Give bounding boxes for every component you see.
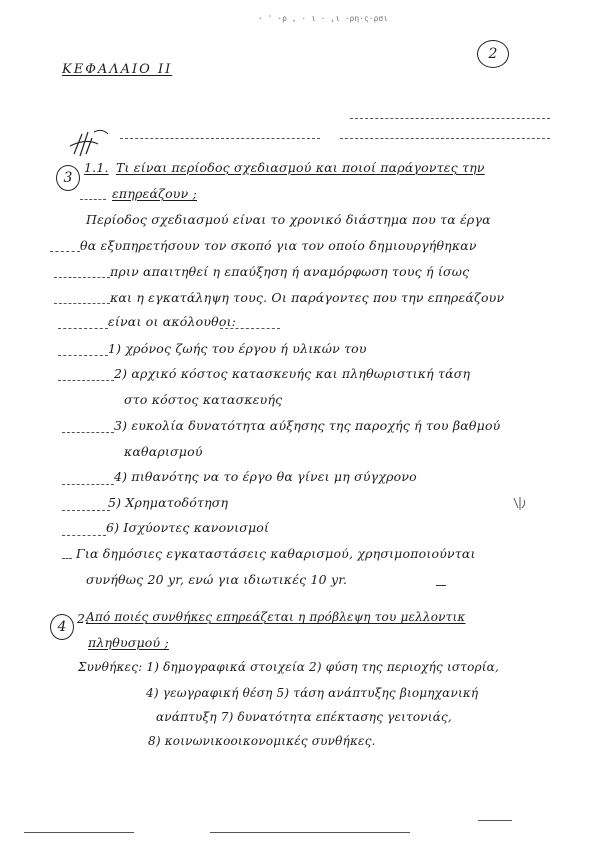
answer-2-line: ανάπτυξη 7) δυνατότητα επέκτασης γειτονιάς, xyxy=(156,710,452,724)
page-number-text: 2 xyxy=(488,46,498,62)
answer-2-line: Συνθήκες: 1) δημογραφικά στοιχεία 2) φύση της περιοχής ιστορία, xyxy=(78,660,499,674)
answer-1-line: Περίοδος σχεδιασμού είναι το χρονικό διάστημα που τα έργα xyxy=(86,212,491,227)
question-1-marker-text: 3 xyxy=(63,170,73,186)
dotted-line xyxy=(80,199,106,200)
question-2-marker xyxy=(50,614,74,640)
dotted-line xyxy=(62,484,114,485)
closing-line: συνήθως 20 yr, ενώ για ιδιωτικές 10 yr. xyxy=(86,572,348,587)
bottom-rule xyxy=(24,832,134,833)
dotted-line xyxy=(58,355,108,356)
question-1-line-1: Τι είναι περίοδος σχεδιασμού και ποιοί παράγοντες την xyxy=(116,160,485,175)
question-2-line-1: Από ποιές συνθήκες επηρεάζεται η πρόβλεψη του μελλοντικ xyxy=(86,610,466,624)
dotted-line xyxy=(120,138,320,139)
answer-1-line: είναι οι ακόλουθοι: xyxy=(108,314,237,329)
dotted-line xyxy=(350,118,550,119)
question-1-number: 1.1. xyxy=(84,160,109,175)
dash-mark xyxy=(436,585,446,586)
dotted-line xyxy=(58,328,108,329)
answer-2-line: 4) γεωγραφική θέση 5) τάση ανάπτυξης βιομηχανική xyxy=(146,686,479,700)
dotted-line xyxy=(62,558,72,559)
factor-item: 2) αρχικό κόστος κατασκευής και πληθωριστική τάση xyxy=(114,366,471,381)
question-2-marker-text: 4 xyxy=(57,619,67,635)
closing-line: Για δημόσιες εγκαταστάσεις καθαρισμού, χρησιμοποιούνται xyxy=(76,546,476,561)
dotted-line xyxy=(62,535,106,536)
question-1-line-2: επηρεάζουν ; xyxy=(112,186,197,201)
scribble-mark xyxy=(68,124,113,164)
question-2-line-2: πληθυσμού ; xyxy=(88,635,169,650)
factor-item: στο κόστος κατασκευής xyxy=(124,392,283,407)
header-noise: · ' ·ρ , · ι · ,ι ·ρη·ς·ρσι xyxy=(258,14,389,23)
factor-item: καθαρισμού xyxy=(124,444,203,459)
dotted-line xyxy=(50,251,80,252)
factor-item: 1) χρόνος ζωής του έργου ή υλικών του xyxy=(108,341,367,356)
answer-1-line: θα εξυπηρετήσουν τον σκοπό για τον οποίο δημιουργήθηκαν xyxy=(80,238,477,253)
answer-1-line: πριν απαιτηθεί η επαύξηση ή αναμόρφωση τους ή ίσως xyxy=(110,264,470,279)
dotted-line xyxy=(220,328,280,329)
answer-1-line: και η εγκατάληψη τους. Οι παράγοντες που την επηρεάζουν xyxy=(110,290,505,305)
chapter-title: ΚΕΦΑΛΑΙΟ ΙΙ xyxy=(62,62,173,77)
bottom-rule xyxy=(210,832,410,833)
question-1-marker xyxy=(56,165,80,191)
dotted-line xyxy=(54,303,110,304)
page-number xyxy=(477,40,509,68)
dotted-line xyxy=(54,277,110,278)
factor-item: 5) Χρηματοδότηση xyxy=(108,495,229,510)
answer-2-line: 8) κοινωνικοοικονομικές συνθήκες. xyxy=(148,734,376,748)
dotted-line xyxy=(62,432,114,433)
margin-mark xyxy=(510,494,530,514)
dotted-line xyxy=(340,138,550,139)
factor-item: 4) πιθανότης να το έργο θα γίνει μη σύγχρονο xyxy=(114,469,417,484)
dotted-line xyxy=(62,510,110,511)
bottom-rule xyxy=(478,820,512,821)
factor-item: 6) Ισχύοντες κανονισμοί xyxy=(106,520,270,535)
dotted-line xyxy=(58,380,114,381)
question-2-number: 2. xyxy=(77,611,90,626)
factor-item: 3) ευκολία δυνατότητα αύξησης της παροχής ή του βαθμού xyxy=(114,418,501,433)
